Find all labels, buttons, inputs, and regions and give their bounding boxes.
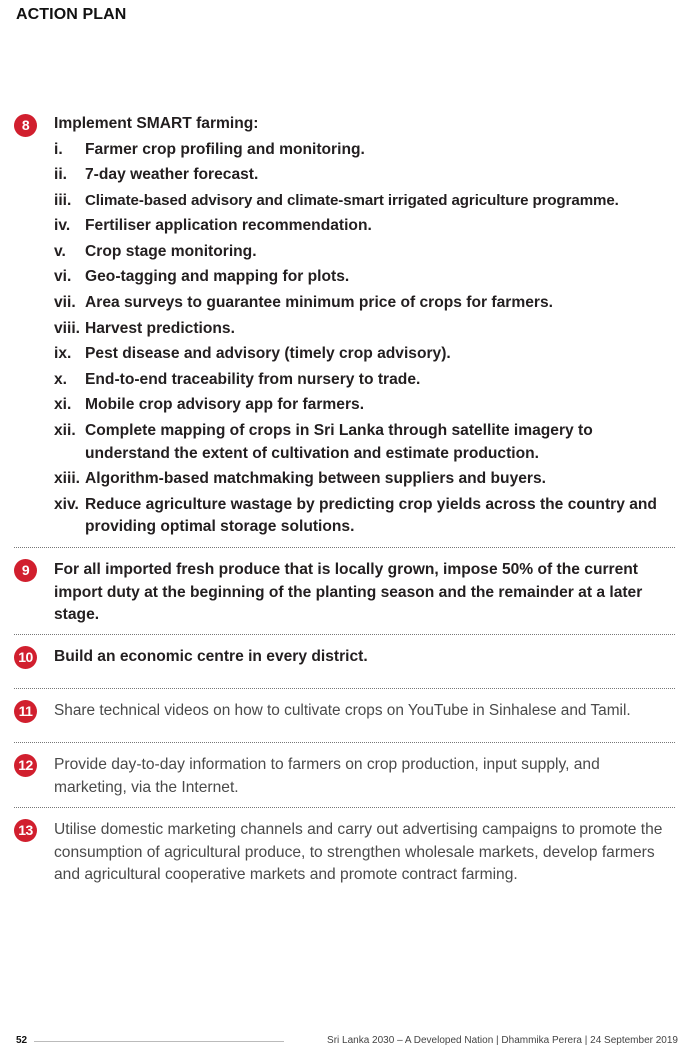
list-item-text: End-to-end traceability from nursery to trade.: [85, 370, 421, 388]
divider: [14, 742, 675, 743]
list-item-number: viii.: [54, 319, 81, 337]
list-item: [54, 394, 678, 417]
list-item-text: Farmer crop profiling and monitoring.: [85, 140, 365, 158]
divider: [14, 688, 675, 689]
action-item-text: For all imported fresh produce that is locally grown, impose 50% of the current import duty at the beginning of the planting season and the remainder at a later stage.: [54, 561, 643, 623]
list-item-number: ii.: [54, 166, 67, 184]
item-number-badge: 13: [14, 819, 37, 842]
item-number-badge: 9: [14, 559, 37, 582]
list-item-number: xiii.: [54, 470, 81, 488]
list-item-text: Fertiliser application recommendation.: [85, 217, 372, 235]
list-item-text: Algorithm-based matchmaking between suppliers and buyers.: [85, 470, 546, 488]
list-item-text: Geo-tagging and mapping for plots.: [85, 268, 350, 286]
list-item-text: Mobile crop advisory app for farmers.: [85, 396, 365, 414]
list-item-number: ix.: [54, 345, 72, 363]
list-item-text: Climate-based advisory and climate-smart irrigated agriculture programme.: [85, 191, 619, 209]
action-item-text: Share technical videos on how to cultivate crops on YouTube in Sinhalese and Tamil.: [54, 702, 631, 719]
list-item: [54, 241, 678, 264]
divider: [14, 547, 675, 548]
list-item-text: Pest disease and advisory (timely crop advisory).: [85, 345, 451, 363]
list-item: [54, 266, 678, 289]
item-number-badge: 8: [14, 114, 37, 137]
item-number-badge: 11: [14, 700, 37, 723]
list-item-number: iv.: [54, 217, 71, 235]
list-item-text: 7-day weather forecast.: [85, 166, 259, 184]
list-item-text: Crop stage monitoring.: [85, 242, 257, 260]
divider: [14, 634, 675, 635]
list-item: [54, 420, 678, 465]
action-item-9: [14, 559, 678, 627]
list-item: [54, 139, 678, 162]
action-item-text: Provide day-to-day information to farmers on crop production, input supply, and marketing, via the Internet.: [54, 756, 600, 796]
list-item-text: Area surveys to guarantee minimum price of crops for farmers.: [85, 294, 553, 312]
list-item-text: Complete mapping of crops in Sri Lanka through satellite imagery to understand the extent of cultivation and estimate production.: [85, 422, 593, 462]
footer-rule: [34, 1041, 284, 1042]
list-item: [54, 468, 678, 491]
list-item: [54, 369, 678, 392]
action-item-8: [14, 113, 678, 542]
divider: [14, 807, 675, 808]
action-item-text: Implement SMART farming:: [54, 115, 259, 132]
list-item-number: xiv.: [54, 495, 79, 513]
action-item-text: Utilise domestic marketing channels and carry out advertising campaigns to promote the consumption of agricultural produce, to strengthen wholesale markets, develop farmers and agricultural cooperative markets and promote contract farming.: [54, 821, 663, 883]
action-item-11: [14, 700, 678, 723]
list-item-number: v.: [54, 242, 66, 260]
list-item-number: i.: [54, 140, 63, 158]
list-item: [54, 318, 678, 341]
action-item-text: Build an economic centre in every district.: [54, 648, 368, 665]
list-item: [54, 190, 678, 213]
page-number: 52: [16, 1035, 28, 1046]
list-item-number: xi.: [54, 396, 72, 414]
list-item: [54, 343, 678, 366]
list-item-number: xii.: [54, 422, 76, 440]
list-item: [54, 164, 678, 187]
action-item-10: [14, 646, 678, 669]
list-item-number: vii.: [54, 294, 76, 312]
list-item: [54, 215, 678, 238]
item-number-badge: 10: [14, 646, 37, 669]
page-title: ACTION PLAN: [16, 6, 127, 23]
item-number-badge: 12: [14, 754, 37, 777]
list-item-number: iii.: [54, 191, 72, 209]
list-item: [54, 494, 678, 539]
action-item-13: [14, 819, 678, 887]
list-item: [54, 292, 678, 315]
footer-text: Sri Lanka 2030 – A Developed Nation | Dhammika Perera | 24 September 2019: [327, 1035, 678, 1046]
list-item-text: Reduce agriculture wastage by predicting crop yields across the country and providing optimal storage solutions.: [85, 495, 657, 536]
list-item-text: Harvest predictions.: [85, 319, 235, 337]
list-item-number: x.: [54, 370, 68, 388]
list-item-number: vi.: [54, 268, 72, 286]
smart-farming-sublist: [54, 139, 678, 539]
action-item-12: [14, 754, 678, 799]
